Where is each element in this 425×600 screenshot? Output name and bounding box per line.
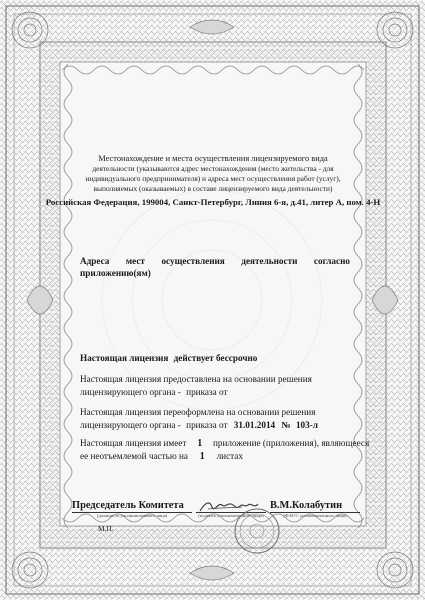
reissued-line1: Настоящая лицензия переоформлена на основании решения: [80, 407, 316, 417]
granted-line1: Настоящая лицензия предоставлена на основании решения: [80, 374, 312, 384]
signatory-position-caption: (должность уполномоченного лица): [96, 513, 168, 518]
appendix-count: 1: [197, 438, 203, 449]
signatory-name: В.М.Колабутин: [270, 499, 360, 513]
signatory-position: Председатель Комитета: [72, 499, 192, 513]
appendix-line1: [80, 437, 370, 450]
validity-row: [80, 352, 350, 364]
seal-imprint-icon: [232, 506, 282, 556]
reissued-order-label: приказа от: [186, 420, 228, 430]
reissued-order-date: 31.01.2014: [233, 420, 276, 430]
reissued-authority-label: лицензирующего органа -: [80, 420, 181, 430]
organization-address: Российская Федерация, 199004, Санкт-Петербург, Линия 6-я, д.41, литер А, пом. 4-Н: [45, 197, 381, 207]
signatory-name-block: [270, 499, 360, 519]
location-heading-line1: Местонахождение и места осуществления лицензируемого вида: [98, 154, 328, 163]
granted-authority-label: лицензирующего органа -: [80, 387, 181, 397]
location-heading-line2: деятельности (указываются адрес местонахождения (место жительства - для: [92, 164, 334, 173]
appendix-prefix: Настоящая лицензия имеет: [80, 438, 187, 448]
appendix-line2-suffix: листах: [216, 451, 243, 461]
appendix-suffix: приложение (приложения), являющееся: [212, 438, 370, 448]
validity-prefix: Настоящая лицензия: [80, 353, 169, 363]
addresses-note-line2: приложению(ям): [80, 268, 151, 278]
appendix-sheets: 1: [199, 451, 205, 462]
granted-line2: [80, 386, 352, 398]
location-heading-line3: индивидуального предпринимателя) и адреса мест осуществления работ (услуг),: [85, 174, 341, 183]
reissued-number-sign: №: [281, 420, 291, 430]
stamp-place-label: М.П.: [98, 524, 114, 533]
granted-order-label: приказа от: [186, 387, 228, 397]
reissued-line2: [80, 419, 352, 431]
signatory-name-caption: (Ф.И.О. уполномоченного лица): [283, 513, 347, 518]
location-heading-line4: выполняемых (оказываемых) в составе лицензируемого вида деятельности): [93, 184, 333, 193]
addresses-note-line1: Адреса мест осуществления деятельности согласно: [80, 256, 350, 266]
signatory-position-block: [72, 499, 192, 519]
appendix-line2: [80, 450, 352, 463]
signature-caption: (подпись уполномоченного лица): [198, 513, 264, 518]
validity-value: действует бессрочно: [173, 353, 258, 363]
appendix-line2-prefix: ее неотъемлемой частью на: [80, 451, 188, 461]
reissued-order-number: 103-л: [295, 420, 318, 430]
